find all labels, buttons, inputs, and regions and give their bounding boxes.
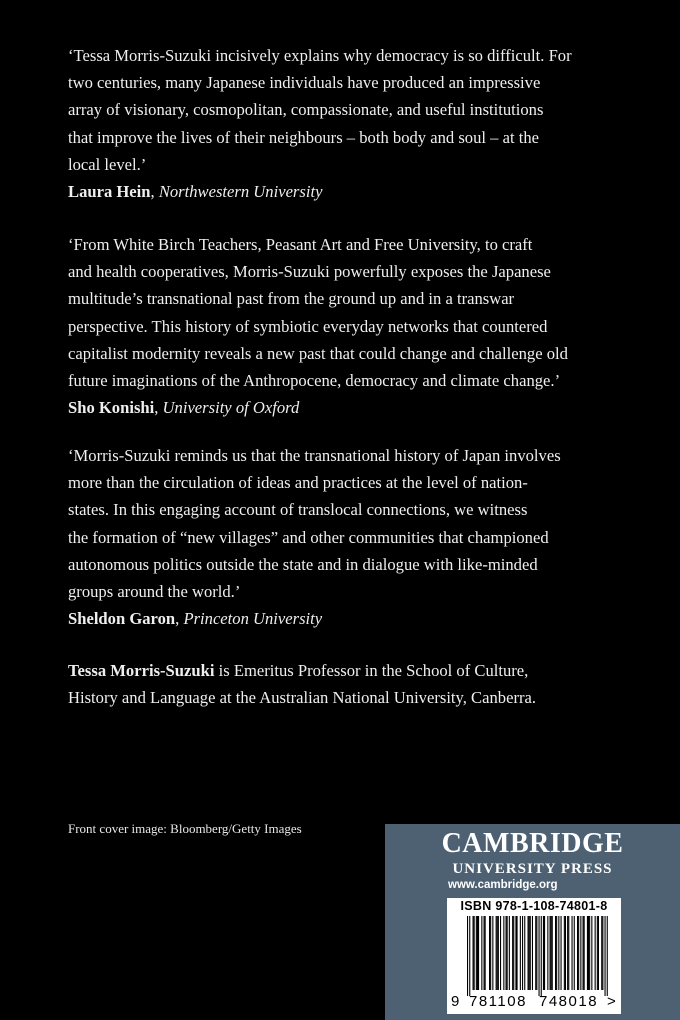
barcode-bar	[522, 916, 523, 990]
barcode-bar	[544, 916, 545, 990]
endorser-name: Sho Konishi	[68, 398, 155, 418]
barcode-bar	[474, 916, 475, 990]
barcode-bar	[543, 916, 544, 990]
barcode-left-group: 781108	[469, 993, 527, 1010]
author-bio	[68, 657, 628, 711]
barcode-bar	[490, 916, 491, 990]
barcode-bar	[577, 916, 578, 990]
quote-line: ‘Tessa Morris-Suzuki incisively explains why democracy is so difficult. For	[68, 46, 572, 65]
barcode-bar	[574, 916, 575, 990]
barcode-bar	[595, 916, 596, 990]
endorsement-konishi	[68, 231, 628, 421]
barcode-bar	[500, 916, 501, 990]
barcode-bar	[524, 916, 525, 990]
barcode-bars-icon	[453, 916, 615, 996]
barcode-trailing-mark: >	[607, 993, 616, 1010]
barcode-bar	[509, 916, 510, 990]
barcode-bar	[584, 916, 585, 990]
quote-line: ‘From White Birch Teachers, Peasant Art and Free University, to craft	[68, 235, 533, 254]
barcode-bar	[607, 916, 608, 996]
author-bio-line: Tessa Morris-Suzuki is Emeritus Professor in the School of Culture,	[68, 661, 529, 680]
barcode-bar	[507, 916, 508, 990]
quote-line: and health cooperatives, Morris-Suzuki powerfully exposes the Japanese	[68, 262, 551, 282]
barcode-bar	[506, 916, 507, 990]
barcode-bar	[565, 916, 566, 990]
barcode-bar	[489, 916, 490, 990]
barcode-bar	[567, 916, 568, 990]
barcode-bar	[555, 916, 556, 990]
barcode-bar	[580, 916, 581, 990]
quote-line: autonomous politics outside the state and in dialogue with like-minded	[68, 554, 538, 574]
quote-line: that improve the lives of their neighbours – both body and soul – at the	[68, 127, 539, 147]
barcode-bar	[598, 916, 599, 990]
quote-line: future imaginations of the Anthropocene, democracy and climate change.’	[68, 371, 561, 391]
endorser-affiliation: University of Oxford	[162, 398, 300, 418]
attribution: Sho Konishi, University of Oxford	[68, 398, 300, 418]
barcode-bar	[561, 916, 562, 990]
barcode-bar	[551, 916, 552, 990]
quote-line: multitude’s transnational past from the ground up and in a transwar	[68, 289, 515, 309]
barcode-bar	[473, 916, 474, 990]
barcode-bar	[517, 916, 518, 990]
publisher-name: CAMBRIDGE	[441, 828, 624, 859]
barcode-bar	[485, 916, 486, 990]
barcode-bar	[602, 916, 603, 990]
barcode-bar	[513, 916, 514, 990]
barcode-bar	[568, 916, 569, 990]
barcode-bar	[481, 916, 482, 990]
attribution: Laura Hein, Northwestern University	[68, 182, 323, 202]
barcode-bar	[601, 916, 602, 990]
quote-line: ‘Morris-Suzuki reminds us that the transnational history of Japan involves	[68, 446, 561, 465]
barcode-bar	[535, 916, 536, 990]
endorser-affiliation: Northwestern University	[158, 182, 323, 202]
publisher-url: www.cambridge.org	[448, 879, 558, 891]
publisher-name-sub: UNIVERSITY PRESS	[452, 861, 613, 877]
barcode-bar	[539, 916, 540, 996]
barcode-bar	[503, 916, 504, 990]
barcode-bar	[558, 916, 559, 990]
barcode-bar	[532, 916, 533, 990]
barcode-bar	[467, 916, 468, 996]
barcode-bar	[587, 916, 588, 990]
barcode-bar	[529, 916, 530, 990]
barcode-bar	[541, 916, 542, 996]
quote-line: more than the circulation of ideas and practices at the level of nation-	[68, 473, 528, 493]
author-bio-line: History and Language at the Australian National University, Canberra.	[68, 688, 537, 708]
barcode-bar	[552, 916, 553, 990]
barcode-bar	[564, 916, 565, 990]
quote-line: the formation of “new villages” and other communities that championed	[68, 527, 549, 547]
endorsement-garon	[68, 442, 628, 632]
attribution: Sheldon Garon, Princeton University	[68, 609, 323, 629]
quote-line: capitalist modernity reveals a new past that could change and challenge old	[68, 343, 568, 363]
barcode-bar	[572, 916, 573, 990]
quote-line: local level.’	[68, 154, 147, 174]
barcode-bar	[578, 916, 579, 990]
cover-image-credit: Front cover image: Bloomberg/Getty Images	[68, 821, 302, 836]
endorser-name: Laura Hein	[68, 182, 151, 202]
barcode-bar	[469, 916, 470, 996]
endorser-affiliation: Princeton University	[183, 609, 323, 629]
quote-line: array of visionary, cosmopolitan, compassionate, and useful institutions	[68, 100, 544, 120]
quote-line: two centuries, many Japanese individuals have produced an impressive	[68, 73, 541, 93]
quote-line: groups around the world.’	[68, 582, 241, 602]
barcode-right-group: 748018	[539, 993, 599, 1010]
barcode-bar	[597, 916, 598, 990]
barcode-first-digit: 9	[451, 993, 460, 1010]
barcode-bar	[478, 916, 479, 990]
barcode-bar	[605, 916, 606, 996]
barcode-bar	[528, 916, 529, 990]
endorser-name: Sheldon Garon	[68, 609, 176, 629]
barcode-bar	[497, 916, 498, 990]
barcode-bar	[512, 916, 513, 990]
barcode-bar	[477, 916, 478, 990]
publisher-panel	[385, 824, 680, 1020]
barcode-bar	[515, 916, 516, 990]
barcode-bar	[496, 916, 497, 990]
quote-line: perspective. This history of symbiotic everyday networks that countered	[68, 316, 548, 336]
barcode-bar	[476, 916, 477, 990]
barcode-bar	[484, 916, 485, 990]
barcode-digits	[447, 993, 621, 1013]
author-name: Tessa Morris-Suzuki	[68, 661, 215, 680]
barcode-bar	[536, 916, 537, 990]
barcode-bar	[530, 916, 531, 990]
barcode-bar	[550, 916, 551, 990]
isbn-label: ISBN 978-1-108-74801-8	[460, 899, 608, 913]
barcode-bar	[591, 916, 592, 990]
barcode-bar	[589, 916, 590, 990]
barcode-bar	[556, 916, 557, 990]
barcode-bar	[588, 916, 589, 990]
barcode-bar	[520, 916, 521, 990]
barcode-bar	[583, 916, 584, 990]
barcode-bar	[492, 916, 493, 990]
barcode-bar	[498, 916, 499, 990]
barcode	[447, 898, 621, 1014]
endorsement-hein	[68, 42, 628, 205]
quote-line: states. In this engaging account of translocal connections, we witness	[68, 500, 528, 520]
barcode-bar	[547, 916, 548, 990]
